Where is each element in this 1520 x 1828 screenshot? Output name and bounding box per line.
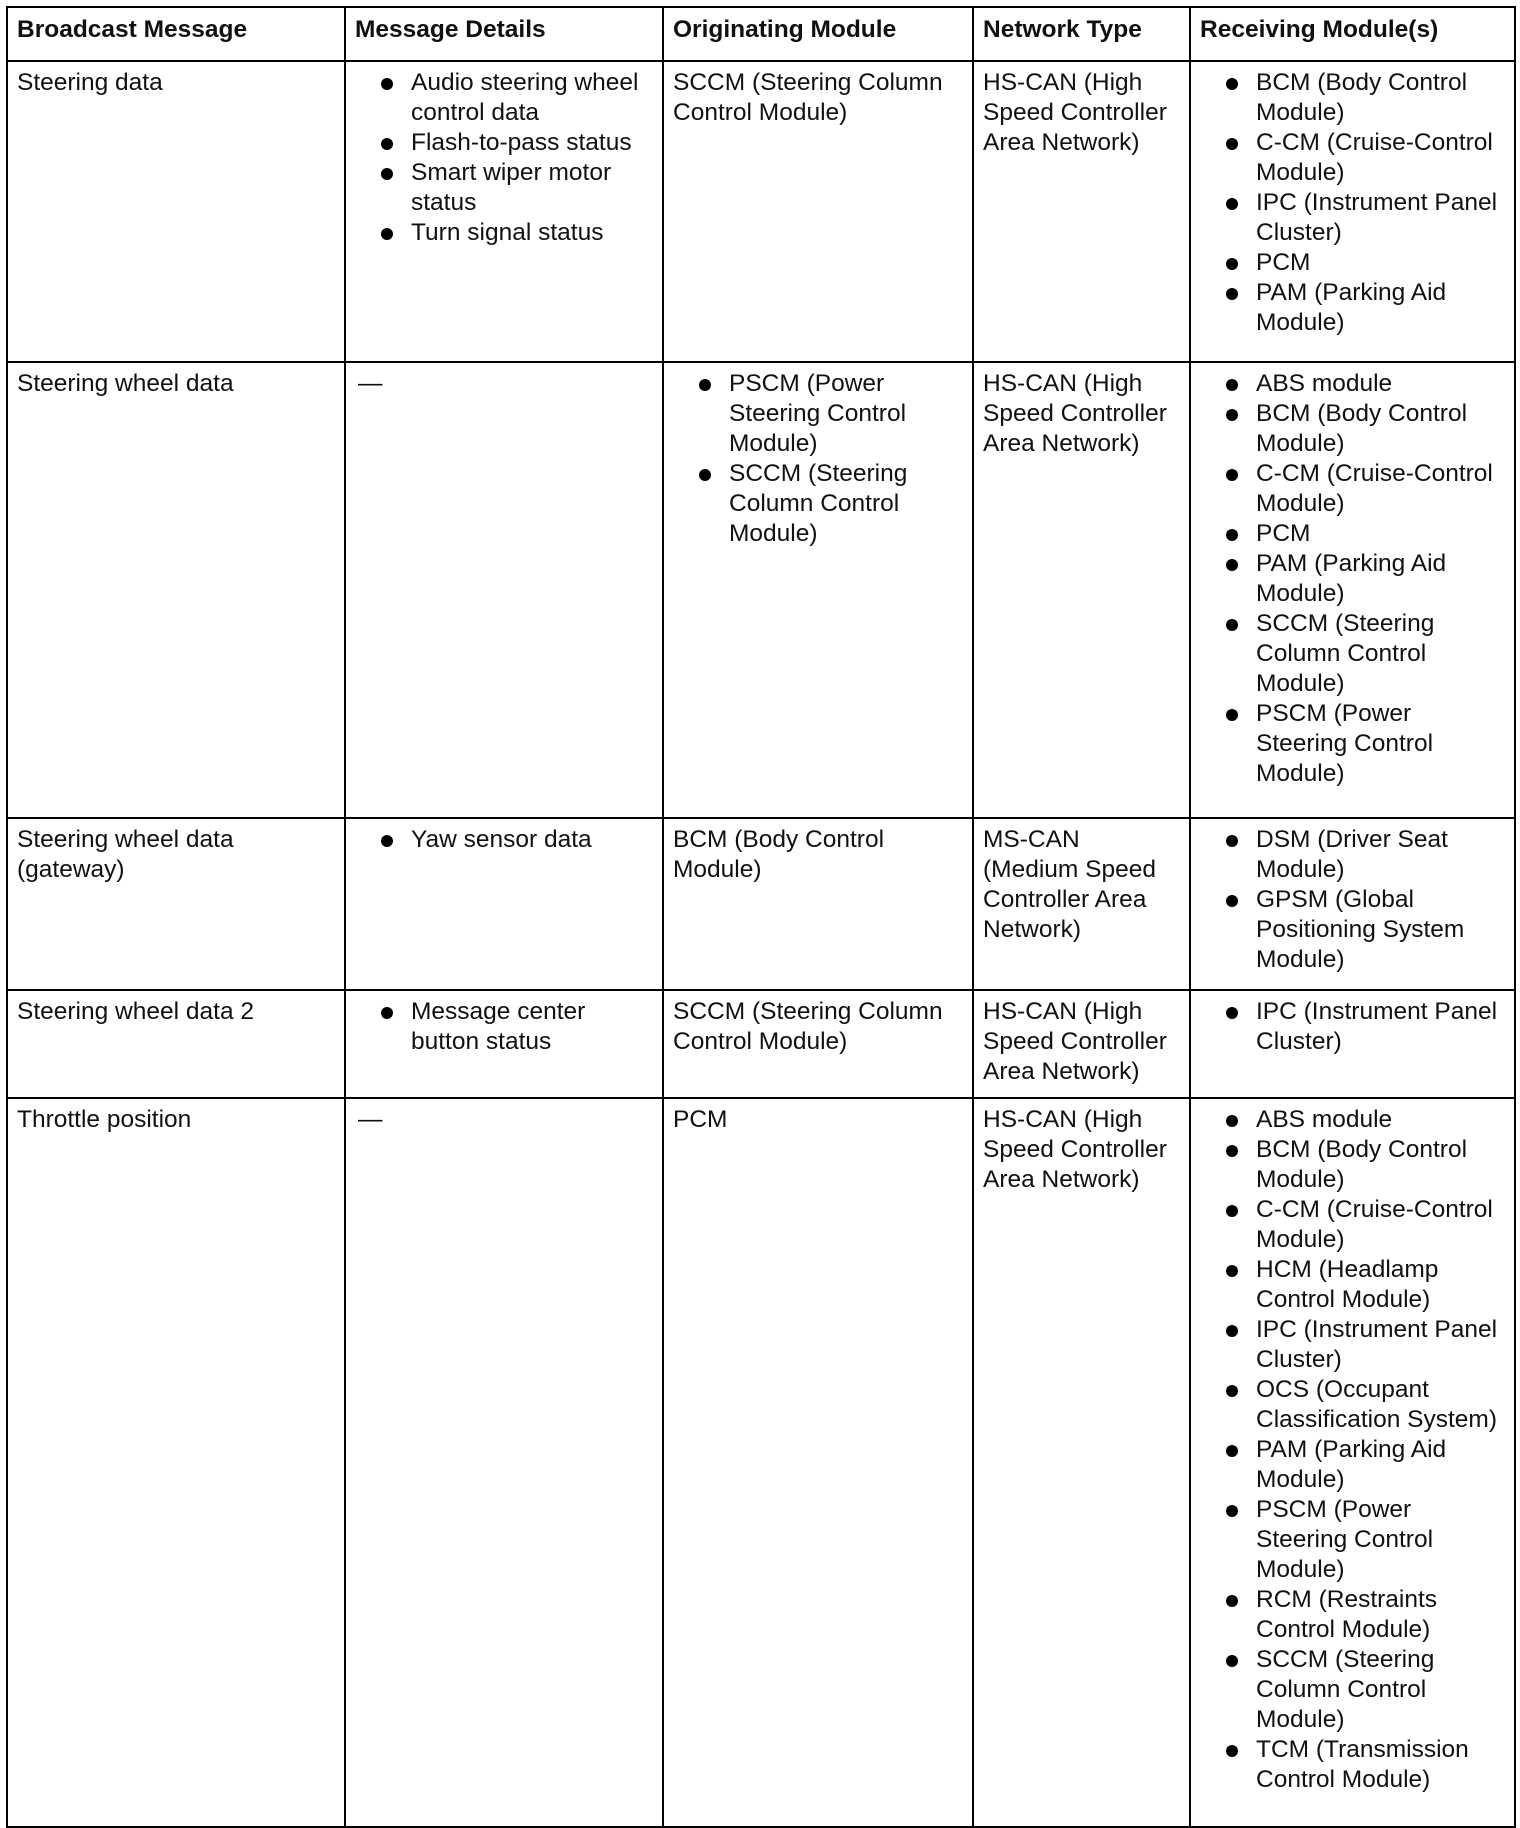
- message-details-list: [355, 825, 653, 855]
- header-message-details: Message Details: [345, 7, 663, 61]
- network-type-cell: MS-CAN (Medium Speed Controller Area Network): [973, 818, 1190, 990]
- list-item: IPC (Instrument Panel Cluster): [1224, 1315, 1505, 1375]
- list-item: ABS module: [1224, 369, 1505, 399]
- list-item: C-CM (Cruise-Control Module): [1224, 128, 1505, 188]
- list-item: SCCM (Steering Column Control Module): [697, 459, 963, 549]
- list-item: C-CM (Cruise-Control Module): [1224, 459, 1505, 519]
- network-type-cell: HS-CAN (High Speed Controller Area Network): [973, 362, 1190, 818]
- message-details-list: [355, 997, 653, 1057]
- list-item: PSCM (Power Steering Control Module): [1224, 699, 1505, 789]
- list-item: PAM (Parking Aid Module): [1224, 1435, 1505, 1495]
- list-item: PAM (Parking Aid Module): [1224, 278, 1505, 338]
- list-item: Flash-to-pass status: [379, 128, 653, 158]
- message-details-cell: [345, 818, 663, 990]
- table-row: [7, 1098, 1515, 1827]
- broadcast-message-cell: Throttle position: [7, 1098, 345, 1827]
- broadcast-message-cell: Steering wheel data (gateway): [7, 818, 345, 990]
- table-row: [7, 362, 1515, 818]
- table-row: [7, 61, 1515, 362]
- message-details-cell: [345, 362, 663, 818]
- list-item: RCM (Restraints Control Module): [1224, 1585, 1505, 1645]
- message-details-cell: [345, 1098, 663, 1827]
- message-details-cell: [345, 990, 663, 1098]
- originating-modules-list: [673, 369, 963, 549]
- network-type-cell: HS-CAN (High Speed Controller Area Network): [973, 61, 1190, 362]
- list-item: BCM (Body Control Module): [1224, 1135, 1505, 1195]
- receiving-modules-list: [1200, 369, 1505, 789]
- list-item: Turn signal status: [379, 218, 653, 248]
- list-item: Smart wiper motor status: [379, 158, 653, 218]
- list-item: GPSM (Global Positioning System Module): [1224, 885, 1505, 975]
- receiving-modules-list: [1200, 1105, 1505, 1795]
- list-item: DSM (Driver Seat Module): [1224, 825, 1505, 885]
- receiving-modules-list: [1200, 997, 1505, 1057]
- list-item: Message center button status: [379, 997, 653, 1057]
- list-item: C-CM (Cruise-Control Module): [1224, 1195, 1505, 1255]
- header-receiving-modules: Receiving Module(s): [1190, 7, 1515, 61]
- list-item: BCM (Body Control Module): [1224, 399, 1505, 459]
- network-type-cell: HS-CAN (High Speed Controller Area Network): [973, 990, 1190, 1098]
- list-item: PSCM (Power Steering Control Module): [1224, 1495, 1505, 1585]
- table-row: [7, 990, 1515, 1098]
- receiving-modules-cell: [1190, 818, 1515, 990]
- originating-module-cell: BCM (Body Control Module): [663, 818, 973, 990]
- broadcast-message-cell: Steering data: [7, 61, 345, 362]
- header-network-type: Network Type: [973, 7, 1190, 61]
- message-details-list: [355, 68, 653, 248]
- list-item: SCCM (Steering Column Control Module): [1224, 609, 1505, 699]
- receiving-modules-cell: [1190, 61, 1515, 362]
- list-item: PAM (Parking Aid Module): [1224, 549, 1505, 609]
- network-type-cell: HS-CAN (High Speed Controller Area Network): [973, 1098, 1190, 1827]
- originating-module-cell: SCCM (Steering Column Control Module): [663, 990, 973, 1098]
- originating-module-cell: SCCM (Steering Column Control Module): [663, 61, 973, 362]
- list-item: IPC (Instrument Panel Cluster): [1224, 188, 1505, 248]
- header-broadcast-message: Broadcast Message: [7, 7, 345, 61]
- receiving-modules-cell: [1190, 990, 1515, 1098]
- list-item: PCM: [1224, 248, 1505, 278]
- broadcast-message-cell: Steering wheel data: [7, 362, 345, 818]
- empty-dash: —: [358, 370, 383, 397]
- originating-module-cell: [663, 362, 973, 818]
- list-item: Audio steering wheel control data: [379, 68, 653, 128]
- header-originating-module: Originating Module: [663, 7, 973, 61]
- table-row: [7, 818, 1515, 990]
- list-item: ABS module: [1224, 1105, 1505, 1135]
- broadcast-message-cell: Steering wheel data 2: [7, 990, 345, 1098]
- receiving-modules-list: [1200, 825, 1505, 975]
- empty-dash: —: [358, 1106, 383, 1133]
- list-item: HCM (Headlamp Control Module): [1224, 1255, 1505, 1315]
- originating-module-cell: PCM: [663, 1098, 973, 1827]
- list-item: PCM: [1224, 519, 1505, 549]
- receiving-modules-cell: [1190, 362, 1515, 818]
- list-item: BCM (Body Control Module): [1224, 68, 1505, 128]
- message-details-cell: [345, 61, 663, 362]
- list-item: SCCM (Steering Column Control Module): [1224, 1645, 1505, 1735]
- list-item: IPC (Instrument Panel Cluster): [1224, 997, 1505, 1057]
- broadcast-message-table: [6, 6, 1516, 1828]
- table-header-row: [7, 7, 1515, 61]
- list-item: OCS (Occupant Classification System): [1224, 1375, 1505, 1435]
- receiving-modules-cell: [1190, 1098, 1515, 1827]
- list-item: Yaw sensor data: [379, 825, 653, 855]
- list-item: PSCM (Power Steering Control Module): [697, 369, 963, 459]
- receiving-modules-list: [1200, 68, 1505, 338]
- list-item: TCM (Transmission Control Module): [1224, 1735, 1505, 1795]
